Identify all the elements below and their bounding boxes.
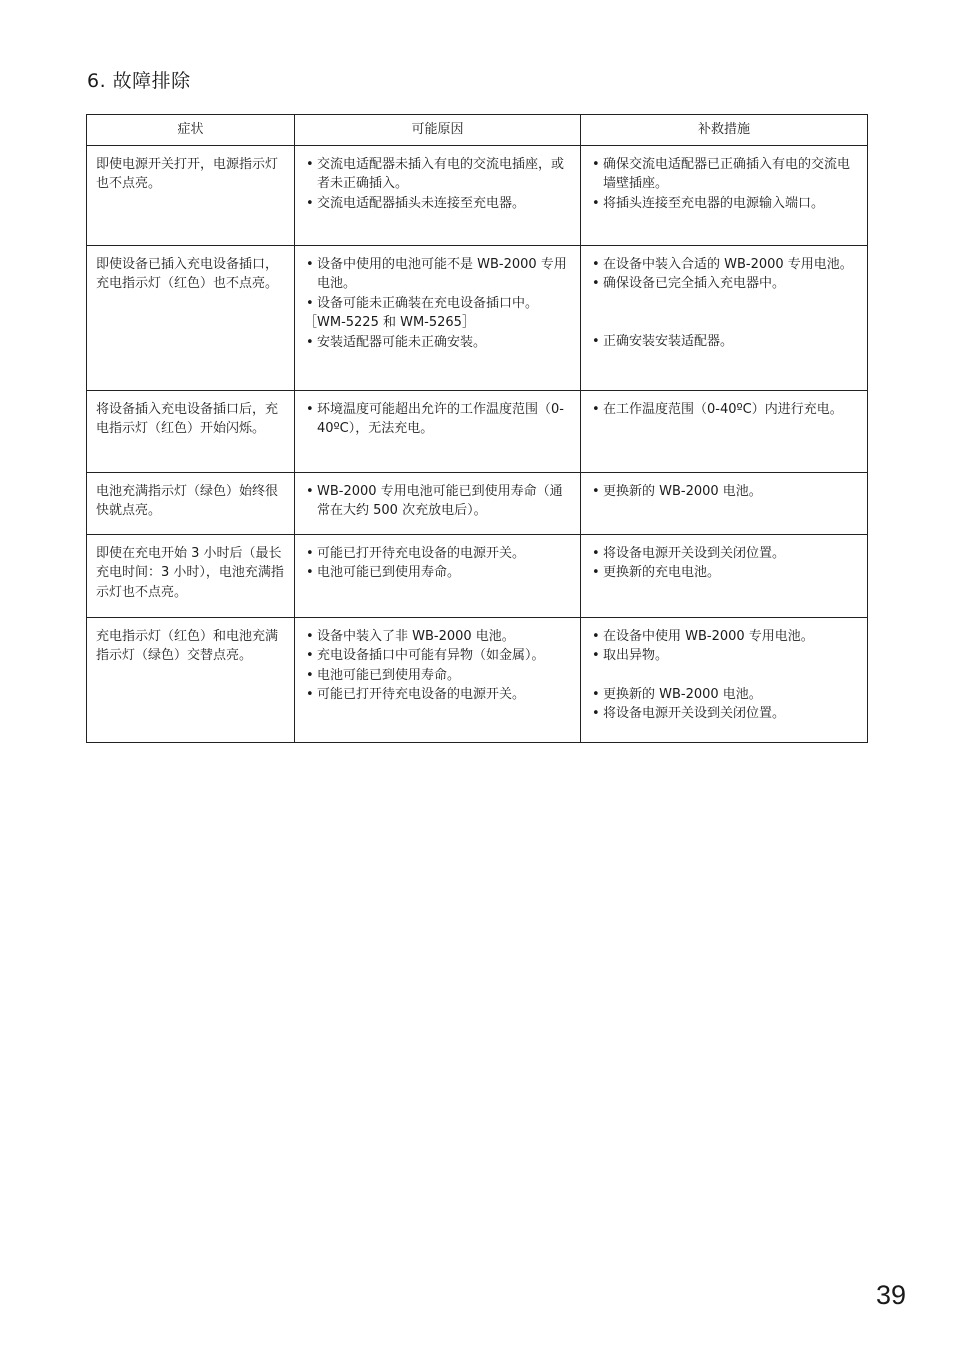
table-row <box>87 246 868 391</box>
symptom-cell: 充电指示灯（红色）和电池充满指示灯（绿色）交替点亮。 <box>87 618 295 743</box>
remedy-cell <box>581 246 868 391</box>
list-item: • 确保交流电适配器已正确插入有电的交流电墙壁插座。 <box>590 155 859 194</box>
cause-cell <box>295 391 581 473</box>
header-cause: 可能原因 <box>295 115 581 146</box>
list-item: • 可能已打开待充电设备的电源开关。 <box>304 544 572 563</box>
table-body <box>87 146 868 743</box>
list-item: • WB-2000 专用电池可能已到使用寿命（通常在大约 500 次充放电后）。 <box>304 482 572 521</box>
list-item: • 在设备中使用 WB-2000 专用电池。 <box>590 627 859 646</box>
list-item: • 在设备中装入合适的 WB-2000 专用电池。 <box>590 255 859 274</box>
remedy-cell <box>581 473 868 535</box>
list-item: • 电池可能已到使用寿命。 <box>304 563 572 582</box>
remedy-cell <box>581 535 868 618</box>
symptom-cell: 将设备插入充电设备插口后，充电指示灯（红色）开始闪烁。 <box>87 391 295 473</box>
symptom-cell: 即使设备已插入充电设备插口，充电指示灯（红色）也不点亮。 <box>87 246 295 391</box>
symptom-cell: 即使在充电开始 3 小时后（最长充电时间：3 小时），电池充满指示灯也不点亮。 <box>87 535 295 618</box>
list-item: • 环境温度可能超出允许的工作温度范围（0-40ºC），无法充电。 <box>304 400 572 439</box>
list-item: • 更换新的 WB-2000 电池。 <box>590 685 859 704</box>
cause-cell <box>295 146 581 246</box>
table-row <box>87 535 868 618</box>
cause-cell <box>295 473 581 535</box>
remedy-cell <box>581 146 868 246</box>
remedy-cell <box>581 391 868 473</box>
list-item: • 可能已打开待充电设备的电源开关。 <box>304 685 572 704</box>
list-item: • 正确安装安装适配器。 <box>590 332 859 351</box>
remedy-cell <box>581 618 868 743</box>
list-item: • 交流电适配器未插入有电的交流电插座，或者未正确插入。 <box>304 155 572 194</box>
list-item: • 电池可能已到使用寿命。 <box>304 666 572 685</box>
page-number: 39 <box>876 1280 907 1310</box>
list-item: • 将插头连接至充电器的电源输入端口。 <box>590 194 859 213</box>
list-item: • 更换新的充电电池。 <box>590 563 859 582</box>
table-row <box>87 391 868 473</box>
section-title: 6. 故障排除 <box>87 70 191 92</box>
list-item: • 在工作温度范围（0-40ºC）内进行充电。 <box>590 400 859 419</box>
troubleshooting-table <box>86 114 868 743</box>
spacer <box>590 666 859 685</box>
list-item: • 充电设备插口中可能有异物（如金属）。 <box>304 646 572 665</box>
list-item: • 更换新的 WB-2000 电池。 <box>590 482 859 501</box>
cause-cell <box>295 246 581 391</box>
cause-cell <box>295 618 581 743</box>
list-item: • 设备中装入了非 WB-2000 电池。 <box>304 627 572 646</box>
list-item: • 设备可能未正确装在充电设备插口中。 <box>304 294 572 313</box>
list-item: • 确保设备已完全插入充电器中。 <box>590 274 859 293</box>
spacer <box>590 294 859 313</box>
header-symptom: 症状 <box>87 115 295 146</box>
spacer <box>590 313 859 332</box>
list-item: • 将设备电源开关设到关闭位置。 <box>590 704 859 723</box>
table-row <box>87 473 868 535</box>
list-item: • 取出异物。 <box>590 646 859 665</box>
table-header-row <box>87 115 868 146</box>
list-item: • 将设备电源开关设到关闭位置。 <box>590 544 859 563</box>
header-remedy: 补救措施 <box>581 115 868 146</box>
table-row <box>87 146 868 246</box>
list-item: • 安装适配器可能未正确安装。 <box>304 333 572 352</box>
list-item: • 设备中使用的电池可能不是 WB-2000 专用电池。 <box>304 255 572 294</box>
symptom-cell: 电池充满指示灯（绿色）始终很快就点亮。 <box>87 473 295 535</box>
table-row <box>87 618 868 743</box>
list-item: • 交流电适配器插头未连接至充电器。 <box>304 194 572 213</box>
symptom-cell: 即使电源开关打开，电源指示灯也不点亮。 <box>87 146 295 246</box>
cause-cell <box>295 535 581 618</box>
note-text: ［WM-5225 和 WM-5265］ <box>304 315 475 331</box>
